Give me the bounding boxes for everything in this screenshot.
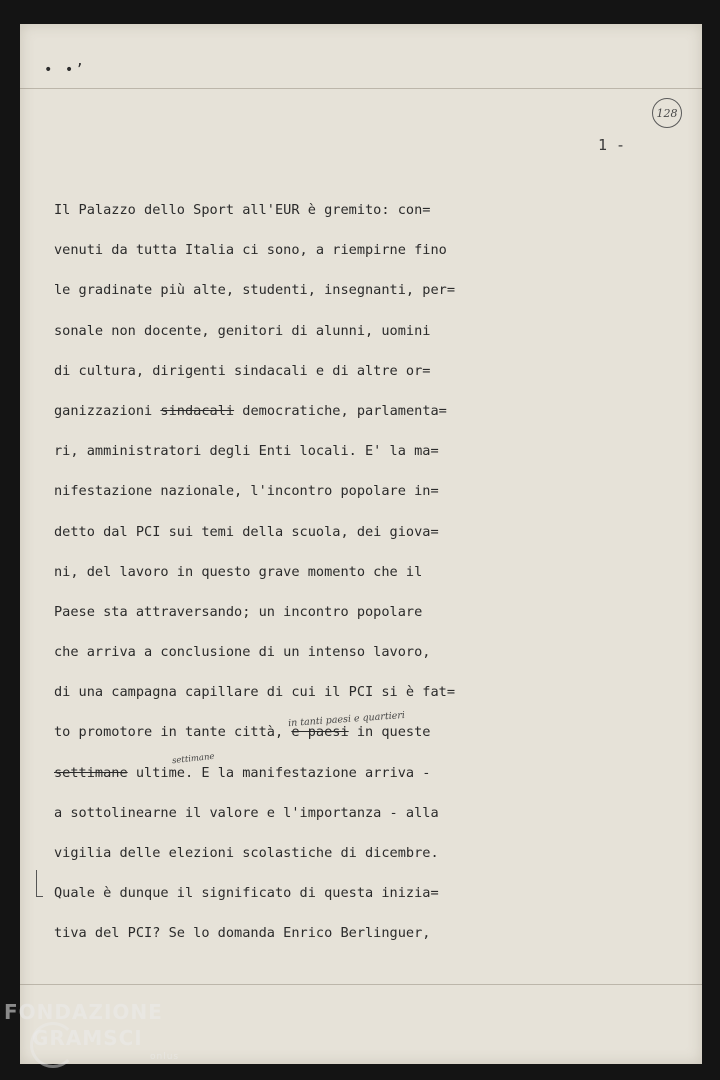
- text-line: [54, 709, 494, 752]
- archive-number-stamp: 128: [652, 98, 682, 128]
- text-line: Paese sta attraversando; un incontro popolare: [54, 603, 423, 620]
- text-line: sonale non docente, genitori di alunni, uomini: [54, 322, 431, 339]
- text-line: ri, amministratori degli Enti locali. E' la ma=: [54, 443, 439, 460]
- text-line: Il Palazzo dello Sport all'EUR è gremito: con=: [54, 202, 431, 218]
- text-segment: to promotore in tante città,: [54, 724, 284, 741]
- watermark-line: onlus: [150, 1052, 180, 1062]
- struck-word: e paesi: [291, 724, 349, 741]
- archive-watermark: [4, 1000, 204, 1080]
- corner-mark: • •’: [44, 62, 86, 78]
- watermark-line: FONDAZIONE: [4, 1000, 163, 1024]
- text-line: nifestazione nazionale, l'incontro popolare in=: [54, 483, 439, 500]
- page-number: 1 -: [598, 136, 626, 154]
- text-line: di cultura, dirigenti sindacali e di altre or=: [54, 362, 431, 379]
- text-line: detto dal PCI sui temi della scuola, dei giova=: [54, 523, 439, 540]
- text-line: a sottolinearne il valore e l'importanza - alla: [54, 804, 439, 821]
- struck-word: settimane: [54, 764, 128, 781]
- text-line: Quale è dunque il significato di questa inizia=: [54, 885, 439, 902]
- text-segment: democratiche, parlamenta=: [234, 402, 447, 419]
- text-segment: ultime. E la manifestazione arriva -: [127, 764, 431, 781]
- typewritten-page: [20, 24, 702, 1064]
- text-line: di una campagna capillare di cui il PCI si è fat=: [54, 684, 456, 701]
- text-line: che arriva a conclusione di un intenso lavoro,: [54, 644, 431, 661]
- text-line: vigilia delle elezioni scolastiche di dicembre.: [54, 845, 439, 861]
- text-line: tiva del PCI? Se lo domanda Enrico Berlinguer,: [54, 925, 431, 942]
- handwritten-annotation: in tanti paesi e quartieri: [287, 709, 406, 730]
- paper-fold-line: [20, 984, 702, 985]
- text-line: le gradinate più alte, studenti, insegnanti, per=: [54, 282, 456, 299]
- text-segment: ganizzazioni: [54, 402, 153, 419]
- body-text: [54, 190, 494, 954]
- text-segment: in queste: [348, 724, 431, 741]
- text-line: [54, 753, 494, 793]
- text-line: venuti da tutta Italia ci sono, a riempirne fino: [54, 242, 447, 259]
- margin-bracket-mark: [36, 870, 43, 897]
- text-line: ni, del lavoro in questo grave momento che il: [54, 563, 423, 580]
- text-line: [54, 391, 494, 431]
- paper-fold-line: [20, 88, 702, 89]
- struck-word: sindacali: [160, 402, 235, 419]
- watermark-line: GRAMSCI: [32, 1026, 143, 1050]
- handwritten-annotation: settimane: [171, 751, 215, 767]
